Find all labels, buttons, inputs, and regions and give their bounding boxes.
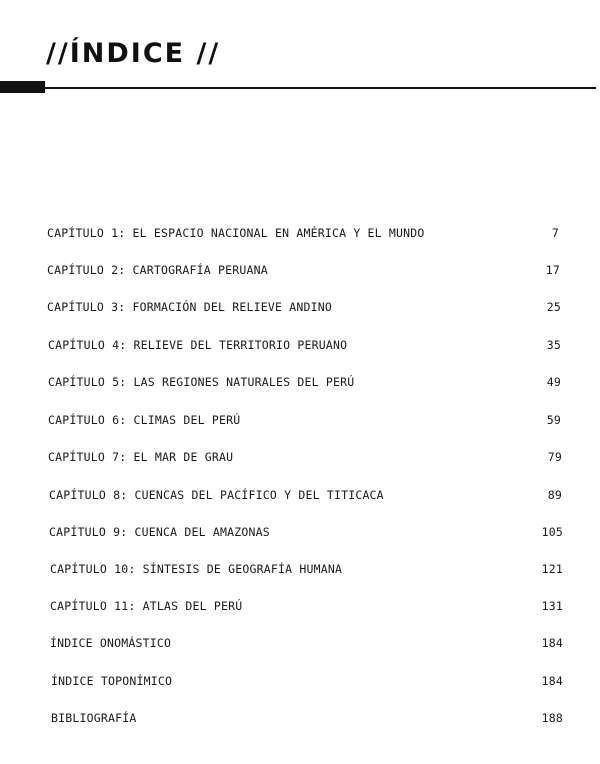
toc-entry-toponymic-index — [51, 671, 563, 691]
toc-entry-label: CAPÍTULO 10: SÍNTESIS DE GEOGRAFÍA HUMANA — [50, 562, 343, 576]
toc-entry-label: CAPÍTULO 2: CARTOGRAFÍA PERUANA — [47, 263, 268, 277]
toc-entry-page: 7 — [551, 226, 559, 240]
toc-entry-label: CAPÍTULO 6: CLIMAS DEL PERÚ — [48, 413, 241, 427]
toc-entry-label: ÍNDICE ONOMÁSTICO — [50, 636, 172, 650]
toc-entry-chapter-1 — [47, 223, 559, 243]
toc-entry-page: 105 — [541, 525, 563, 539]
toc-entry-page: 25 — [546, 300, 561, 314]
toc-entry-chapter-7 — [48, 447, 562, 467]
toc-entry-bibliography — [51, 708, 563, 728]
toc-entry-page: 131 — [541, 599, 563, 613]
toc-entry-page: 188 — [541, 711, 563, 725]
toc-entry-label: CAPÍTULO 9: CUENCA DEL AMAZONAS — [49, 525, 270, 539]
toc-entry-label: CAPÍTULO 5: LAS REGIONES NATURALES DEL PERÚ — [48, 375, 355, 389]
toc-entry-chapter-9 — [49, 522, 563, 542]
toc-entry-label: CAPÍTULO 3: FORMACIÓN DEL RELIEVE ANDINO — [47, 300, 332, 314]
toc-entry-chapter-11 — [50, 596, 563, 616]
toc-entry-label: CAPÍTULO 1: EL ESPACIO NACIONAL EN AMÉRICA Y EL MUNDO — [47, 226, 425, 240]
toc-entry-page: 35 — [546, 338, 561, 352]
toc-entry-chapter-10 — [50, 559, 563, 579]
toc-entry-chapter-4 — [48, 335, 561, 355]
toc-entry-chapter-5 — [48, 372, 561, 392]
toc-entry-page: 89 — [547, 488, 562, 502]
toc-entry-page: 184 — [541, 674, 563, 688]
toc-entry-label: ÍNDICE TOPONÍMICO — [51, 674, 173, 688]
toc-entry-label: CAPÍTULO 7: EL MAR DE GRAU — [48, 450, 234, 464]
toc-entry-page: 184 — [541, 636, 563, 650]
toc-entry-page: 79 — [547, 450, 562, 464]
toc-entry-page: 59 — [546, 413, 561, 427]
toc-entry-label: CAPÍTULO 4: RELIEVE DEL TERRITORIO PERUANO — [48, 338, 348, 352]
toc-entry-label: BIBLIOGRAFÍA — [51, 711, 137, 725]
toc-entry-label: CAPÍTULO 11: ATLAS DEL PERÚ — [50, 599, 243, 613]
toc-entry-page: 17 — [545, 263, 560, 277]
toc-entry-chapter-3 — [47, 297, 561, 317]
toc-entry-page: 49 — [546, 375, 561, 389]
toc-entry-chapter-8 — [49, 485, 562, 505]
toc-entry-chapter-2 — [47, 260, 560, 280]
toc-entry-label: CAPÍTULO 8: CUENCAS DEL PACÍFICO Y DEL TITICACA — [49, 488, 384, 502]
toc-entry-chapter-6 — [48, 410, 561, 430]
toc-entry-onomastic-index — [50, 633, 563, 653]
toc-entry-page: 121 — [541, 562, 563, 576]
page-title: //ÍNDICE // — [46, 38, 221, 69]
